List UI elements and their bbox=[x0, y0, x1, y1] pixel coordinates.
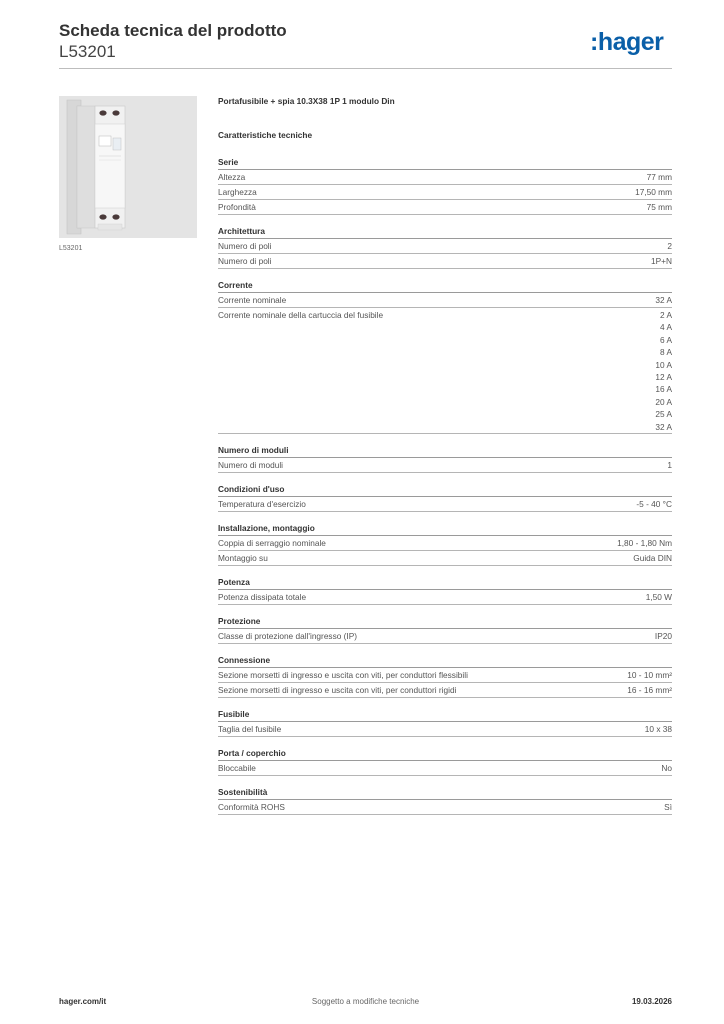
spec-row bbox=[218, 458, 672, 473]
spec-value bbox=[655, 630, 672, 642]
spec-row bbox=[218, 722, 672, 737]
spec-value bbox=[645, 723, 672, 735]
spec-content bbox=[218, 94, 672, 815]
product-image bbox=[59, 96, 197, 238]
section-title: Fusibile bbox=[218, 708, 672, 722]
spec-value-line: 12 A bbox=[655, 372, 672, 383]
spec-row bbox=[218, 170, 672, 185]
spec-value-line: Guida DIN bbox=[633, 553, 672, 564]
spec-value-line: -5 - 40 °C bbox=[636, 499, 672, 510]
spec-row bbox=[218, 239, 672, 254]
spec-label: Taglia del fusibile bbox=[218, 724, 282, 735]
section-title: Numero di moduli bbox=[218, 444, 672, 458]
spec-section bbox=[218, 786, 672, 815]
spec-label: Conformità ROHS bbox=[218, 802, 285, 813]
header-divider bbox=[59, 68, 672, 69]
section-title: Protezione bbox=[218, 615, 672, 629]
spec-value bbox=[627, 669, 672, 681]
spec-value-line: 1,50 W bbox=[645, 592, 672, 603]
footer-notice: Soggetto a modifiche tecniche bbox=[311, 997, 420, 1006]
spec-section bbox=[218, 156, 672, 215]
spec-label: Coppia di serraggio nominale bbox=[218, 538, 326, 549]
spec-value-line: 32 A bbox=[655, 295, 672, 305]
spec-section bbox=[218, 444, 672, 473]
spec-row bbox=[218, 185, 672, 200]
section-title: Architettura bbox=[218, 225, 672, 239]
spec-section bbox=[218, 225, 672, 269]
spec-label: Montaggio su bbox=[218, 553, 268, 564]
spec-section bbox=[218, 654, 672, 698]
spec-sections bbox=[218, 156, 672, 815]
spec-value bbox=[635, 186, 672, 198]
spec-value-line: 77 mm bbox=[646, 172, 672, 182]
hager-logo bbox=[590, 26, 672, 58]
spec-label: Temperatura d'esercizio bbox=[218, 499, 306, 510]
spec-section bbox=[218, 576, 672, 605]
spec-label: Sezione morsetti di ingresso e uscita con viti, per conduttori flessibili bbox=[218, 670, 468, 681]
image-caption: L53201 bbox=[59, 245, 83, 252]
spec-value bbox=[627, 684, 672, 696]
spec-value bbox=[651, 255, 672, 267]
spec-row bbox=[218, 590, 672, 605]
section-title: Porta / coperchio bbox=[218, 747, 672, 761]
spec-value-line: 4 A bbox=[660, 322, 672, 333]
spec-row bbox=[218, 308, 672, 434]
spec-value-line: No bbox=[661, 763, 672, 774]
footer-date: 19.03.2026 bbox=[631, 997, 672, 1006]
spec-row bbox=[218, 293, 672, 308]
spec-row bbox=[218, 668, 672, 683]
spec-value-line: 32 A bbox=[655, 421, 672, 432]
spec-label: Corrente nominale bbox=[218, 295, 287, 305]
spec-label: Classe di protezione dall'ingresso (IP) bbox=[218, 631, 358, 642]
section-title: Sostenibilità bbox=[218, 786, 672, 800]
footer-website[interactable]: hager.com/it bbox=[59, 997, 107, 1006]
spec-value bbox=[661, 762, 672, 774]
spec-row bbox=[218, 800, 672, 815]
spec-section bbox=[218, 279, 672, 434]
spec-label: Larghezza bbox=[218, 187, 257, 197]
spec-value bbox=[617, 537, 672, 549]
spec-label: Altezza bbox=[218, 172, 246, 182]
spec-value bbox=[647, 201, 672, 213]
spec-row bbox=[218, 629, 672, 644]
spec-value bbox=[667, 459, 672, 471]
section-title: Potenza bbox=[218, 576, 672, 590]
fuse-holder-illustration bbox=[59, 96, 197, 238]
spec-row bbox=[218, 200, 672, 215]
spec-value bbox=[646, 591, 672, 603]
spec-value bbox=[647, 171, 672, 183]
spec-value-line: 25 A bbox=[655, 409, 672, 420]
spec-label: Numero di moduli bbox=[218, 460, 284, 471]
spec-section bbox=[218, 747, 672, 776]
spec-label: Sezione morsetti di ingresso e uscita con viti, per conduttori rigidi bbox=[218, 685, 457, 696]
document-title: Scheda tecnica del prodotto bbox=[59, 21, 287, 40]
spec-value-line: 6 A bbox=[660, 334, 672, 345]
spec-label: Numero di poli bbox=[218, 241, 272, 251]
spec-value-line: 10 A bbox=[655, 359, 672, 370]
spec-row bbox=[218, 497, 672, 512]
section-title: Condizioni d'uso bbox=[218, 483, 672, 497]
document-header bbox=[59, 20, 287, 62]
section-title: Connessione bbox=[218, 654, 672, 668]
spec-value-line: 1,80 - 1,80 Nm bbox=[617, 538, 672, 549]
spec-value bbox=[667, 240, 672, 252]
spec-value-line: 20 A bbox=[655, 396, 672, 407]
product-code: L53201 bbox=[59, 42, 116, 61]
spec-value bbox=[655, 309, 672, 433]
spec-value-line: 17,50 mm bbox=[635, 187, 672, 197]
logo-text: :hager bbox=[590, 28, 664, 56]
spec-value bbox=[655, 294, 672, 306]
spec-section bbox=[218, 483, 672, 512]
spec-label: Potenza dissipata totale bbox=[218, 592, 307, 603]
spec-value-line: 8 A bbox=[660, 347, 672, 358]
section-title: Corrente bbox=[218, 279, 672, 293]
characteristics-heading: Caratteristiche tecniche bbox=[218, 130, 313, 140]
spec-value bbox=[633, 552, 672, 564]
spec-row bbox=[218, 254, 672, 269]
page-footer bbox=[59, 997, 672, 1009]
spec-section bbox=[218, 615, 672, 644]
spec-label: Corrente nominale della cartuccia del fusibile bbox=[218, 310, 384, 320]
spec-value-line: 1 bbox=[667, 460, 672, 471]
spec-value-line: 2 bbox=[667, 241, 672, 251]
spec-row bbox=[218, 536, 672, 551]
spec-value-line: IP20 bbox=[654, 631, 672, 642]
spec-value-line: 16 A bbox=[655, 384, 672, 395]
spec-value-line: 1P+N bbox=[651, 256, 672, 266]
section-title: Installazione, montaggio bbox=[218, 522, 672, 536]
section-title: Serie bbox=[218, 156, 672, 170]
spec-row bbox=[218, 683, 672, 698]
spec-section bbox=[218, 522, 672, 566]
spec-section bbox=[218, 708, 672, 737]
spec-label: Numero di poli bbox=[218, 256, 272, 266]
spec-label: Bloccabile bbox=[218, 763, 256, 774]
product-name: Portafusibile + spia 10.3X38 1P 1 modulo Din bbox=[218, 96, 395, 106]
spec-value bbox=[664, 801, 672, 813]
spec-value bbox=[636, 498, 672, 510]
spec-value-line: 75 mm bbox=[646, 202, 672, 212]
spec-value-line: 10 - 10 mm² bbox=[627, 670, 672, 681]
spec-value-line: 16 - 16 mm² bbox=[627, 685, 672, 696]
spec-value-line: 2 A bbox=[660, 310, 672, 320]
spec-row bbox=[218, 761, 672, 776]
spec-value-line: 10 x 38 bbox=[644, 724, 672, 735]
spec-value-line: Sì bbox=[664, 802, 672, 813]
spec-row bbox=[218, 551, 672, 566]
spec-label: Profondità bbox=[218, 202, 256, 212]
